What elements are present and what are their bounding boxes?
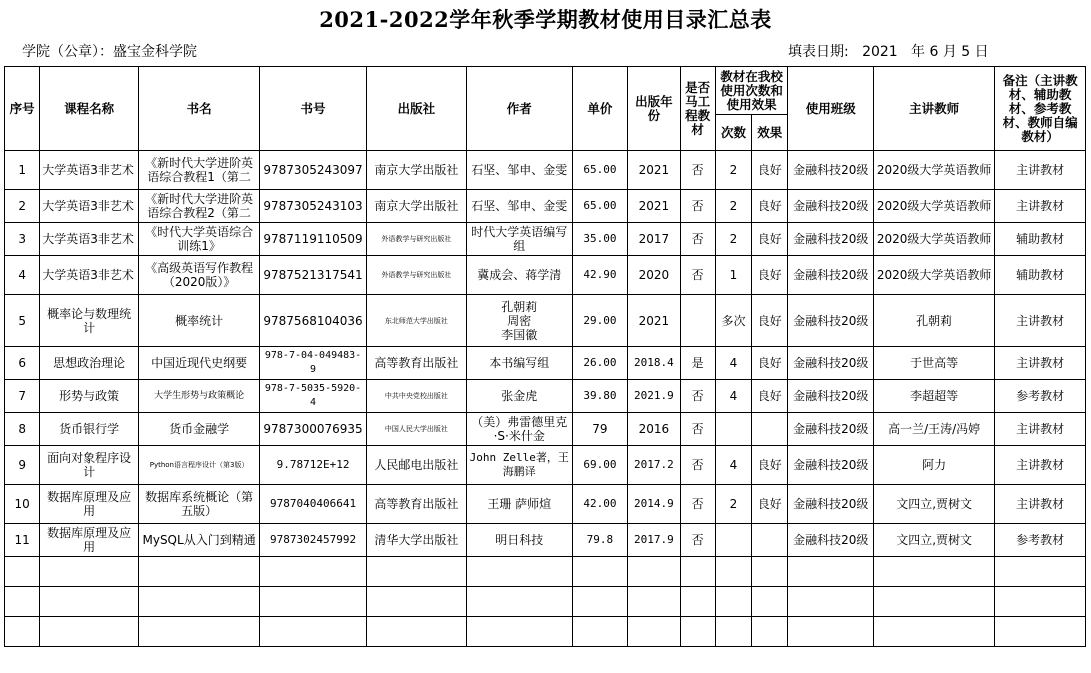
header-course: 课程名称 [40, 67, 139, 151]
cell-course: 面向对象程序设计 [40, 446, 139, 485]
cell-seq: 3 [5, 223, 40, 256]
cell-effect: 良好 [752, 256, 788, 295]
cell-author: （美）弗雷德里克·S·米什金 [466, 413, 572, 446]
cell-seq: 5 [5, 295, 40, 347]
cell-isbn: 978-7-5035-5920-4 [260, 380, 367, 413]
cell-remark: 主讲教材 [995, 347, 1086, 380]
cell-teacher: 李超超等 [874, 380, 995, 413]
cell-seq: 4 [5, 256, 40, 295]
cell-course: 概率论与数理统计 [40, 295, 139, 347]
cell-author: 王珊 萨师煊 [466, 485, 572, 524]
cell-year: 2021.9 [628, 380, 680, 413]
cell-isbn: 9787521317541 [260, 256, 367, 295]
cell-seq: 10 [5, 485, 40, 524]
cell-publisher: 外语教学与研究出版社 [366, 256, 466, 295]
header-publisher: 出版社 [366, 67, 466, 151]
table-header-row [5, 67, 1086, 115]
cell-course: 形势与政策 [40, 380, 139, 413]
cell-teacher: 文四立,贾树文 [874, 485, 995, 524]
cell-marx: 否 [680, 151, 715, 190]
table-row [5, 485, 1086, 524]
cell-book: Python语言程序设计（第3版） [139, 446, 260, 485]
cell-remark: 参考教材 [995, 380, 1086, 413]
cell-course: 大学英语3非艺术 [40, 256, 139, 295]
cell-teacher: 孔朝莉 [874, 295, 995, 347]
cell-author: 石坚、邹申、金雯 [466, 190, 572, 223]
cell-book [139, 151, 260, 190]
table-row [5, 524, 1086, 557]
table-row [5, 223, 1086, 256]
cell-book: 大学生形势与政策概论 [139, 380, 260, 413]
cell-teacher: 2020级大学英语教师 [874, 151, 995, 190]
cell-year: 2020 [628, 256, 680, 295]
cell-class: 金融科技20级 [788, 485, 874, 524]
cell-times [715, 524, 751, 557]
cell-seq: 11 [5, 524, 40, 557]
cell-isbn: 9787302457992 [260, 524, 367, 557]
cell-course: 货币银行学 [40, 413, 139, 446]
cell-price: 65.00 [572, 190, 627, 223]
table-row-empty [5, 617, 1086, 647]
textbook-table [4, 66, 1086, 647]
header-class: 使用班级 [788, 67, 874, 151]
cell-teacher: 2020级大学英语教师 [874, 223, 995, 256]
cell-times: 1 [715, 256, 751, 295]
table-row [5, 446, 1086, 485]
cell-seq: 1 [5, 151, 40, 190]
cell-remark: 辅助教材 [995, 223, 1086, 256]
cell-times: 2 [715, 485, 751, 524]
cell-publisher: 高等教育出版社 [366, 347, 466, 380]
cell-times: 4 [715, 446, 751, 485]
cell-course: 数据库原理及应用 [40, 524, 139, 557]
cell-isbn: 9787300076935 [260, 413, 367, 446]
cell-remark: 辅助教材 [995, 256, 1086, 295]
cell-marx: 否 [680, 446, 715, 485]
cell-course: 大学英语3非艺术 [40, 190, 139, 223]
cell-course: 大学英语3非艺术 [40, 223, 139, 256]
cell-year: 2017 [628, 223, 680, 256]
cell-teacher: 阿力 [874, 446, 995, 485]
cell-course: 数据库原理及应用 [40, 485, 139, 524]
cell-publisher: 东北师范大学出版社 [366, 295, 466, 347]
cell-course: 大学英语3非艺术 [40, 151, 139, 190]
cell-seq: 9 [5, 446, 40, 485]
header-author: 作者 [466, 67, 572, 151]
cell-marx [680, 295, 715, 347]
header-isbn: 书号 [260, 67, 367, 151]
cell-year: 2016 [628, 413, 680, 446]
cell-publisher: 南京大学出版社 [366, 151, 466, 190]
cell-marx: 否 [680, 190, 715, 223]
cell-effect [752, 413, 788, 446]
table-row [5, 347, 1086, 380]
cell-book: 概率统计 [139, 295, 260, 347]
cell-remark: 主讲教材 [995, 151, 1086, 190]
cell-effect: 良好 [752, 485, 788, 524]
cell-remark: 主讲教材 [995, 485, 1086, 524]
cell-book: 《高级英语写作教程（2020版）》 [139, 256, 260, 295]
cell-marx: 否 [680, 223, 715, 256]
cell-effect: 良好 [752, 446, 788, 485]
header-price: 单价 [572, 67, 627, 151]
cell-marx: 否 [680, 380, 715, 413]
cell-marx: 否 [680, 413, 715, 446]
cell-book-text: 《新时代大学进阶英语综合教程2（第二 [145, 192, 254, 220]
cell-seq: 2 [5, 190, 40, 223]
date-label: 填表日期: 2021 年 6 月 5 日 [788, 44, 989, 60]
cell-isbn: 9787305243103 [260, 190, 367, 223]
cell-teacher: 高一兰/王涛/冯婷 [874, 413, 995, 446]
cell-publisher: 外语教学与研究出版社 [366, 223, 466, 256]
cell-book: 货币金融学 [139, 413, 260, 446]
cell-isbn: 9787568104036 [260, 295, 367, 347]
cell-teacher: 文四立,贾树文 [874, 524, 995, 557]
cell-publisher: 高等教育出版社 [366, 485, 466, 524]
cell-author: 石坚、邹申、金雯 [466, 151, 572, 190]
cell-author: 张金虎 [466, 380, 572, 413]
cell-class: 金融科技20级 [788, 524, 874, 557]
header-effect: 效果 [752, 115, 788, 151]
cell-price: 42.90 [572, 256, 627, 295]
cell-publisher: 清华大学出版社 [366, 524, 466, 557]
cell-times: 2 [715, 190, 751, 223]
cell-class: 金融科技20级 [788, 295, 874, 347]
cell-remark: 主讲教材 [995, 190, 1086, 223]
cell-author: 本书编写组 [466, 347, 572, 380]
header-teacher: 主讲教师 [874, 67, 995, 151]
cell-author: 时代大学英语编写组 [466, 223, 572, 256]
cell-publisher: 中国人民大学出版社 [366, 413, 466, 446]
cell-effect: 良好 [752, 295, 788, 347]
cell-author: 明日科技 [466, 524, 572, 557]
cell-year: 2017.9 [628, 524, 680, 557]
cell-price: 42.00 [572, 485, 627, 524]
cell-book: 《时代大学英语综合训练1》 [139, 223, 260, 256]
cell-class: 金融科技20级 [788, 347, 874, 380]
cell-marx: 否 [680, 524, 715, 557]
header-marx: 是否马工程教材 [680, 67, 715, 151]
cell-price: 35.00 [572, 223, 627, 256]
header-book: 书名 [139, 67, 260, 151]
cell-seq: 6 [5, 347, 40, 380]
cell-isbn: 9787305243097 [260, 151, 367, 190]
cell-publisher: 中共中央党校出版社 [366, 380, 466, 413]
cell-remark: 参考教材 [995, 524, 1086, 557]
table-row [5, 413, 1086, 446]
cell-book: 中国近现代史纲要 [139, 347, 260, 380]
cell-price: 65.00 [572, 151, 627, 190]
cell-publisher: 南京大学出版社 [366, 190, 466, 223]
cell-price: 26.00 [572, 347, 627, 380]
cell-class: 金融科技20级 [788, 223, 874, 256]
cell-times [715, 413, 751, 446]
cell-effect: 良好 [752, 380, 788, 413]
cell-price: 29.00 [572, 295, 627, 347]
cell-effect: 良好 [752, 151, 788, 190]
cell-isbn: 978-7-04-049483-9 [260, 347, 367, 380]
cell-effect: 良好 [752, 190, 788, 223]
cell-year: 2018.4 [628, 347, 680, 380]
cell-price: 39.80 [572, 380, 627, 413]
table-row-empty [5, 557, 1086, 587]
cell-times: 2 [715, 151, 751, 190]
cell-book [139, 190, 260, 223]
cell-class: 金融科技20级 [788, 413, 874, 446]
cell-year: 2021 [628, 190, 680, 223]
cell-seq: 7 [5, 380, 40, 413]
header-times: 次数 [715, 115, 751, 151]
cell-effect: 良好 [752, 347, 788, 380]
cell-times: 多次 [715, 295, 751, 347]
cell-class: 金融科技20级 [788, 446, 874, 485]
cell-book-text: 《新时代大学进阶英语综合教程1（第二 [145, 156, 254, 184]
cell-class: 金融科技20级 [788, 151, 874, 190]
header-seq: 序号 [5, 67, 40, 151]
table-row [5, 256, 1086, 295]
cell-class: 金融科技20级 [788, 256, 874, 295]
cell-remark: 主讲教材 [995, 413, 1086, 446]
cell-isbn: 9787119110509 [260, 223, 367, 256]
cell-author: 孔朝莉 周密 李国徽 [466, 295, 572, 347]
cell-author: John Zelle著，王海鹏译 [466, 446, 572, 485]
cell-remark: 主讲教材 [995, 295, 1086, 347]
table-row [5, 190, 1086, 223]
table-row [5, 380, 1086, 413]
table-row [5, 151, 1086, 190]
cell-course: 思想政治理论 [40, 347, 139, 380]
table-row [5, 295, 1086, 347]
cell-class: 金融科技20级 [788, 380, 874, 413]
cell-marx: 否 [680, 256, 715, 295]
cell-book: MySQL从入门到精通 [139, 524, 260, 557]
cell-seq: 8 [5, 413, 40, 446]
cell-year: 2021 [628, 295, 680, 347]
cell-year: 2014.9 [628, 485, 680, 524]
cell-year: 2021 [628, 151, 680, 190]
header-usage-group: 教材在我校使用次数和使用效果 [715, 67, 788, 115]
cell-times: 2 [715, 223, 751, 256]
cell-marx: 是 [680, 347, 715, 380]
cell-price: 79.8 [572, 524, 627, 557]
cell-class: 金融科技20级 [788, 190, 874, 223]
cell-times: 4 [715, 380, 751, 413]
cell-price: 79 [572, 413, 627, 446]
cell-effect [752, 524, 788, 557]
header-remark: 备注（主讲教材、辅助教材、参考教材、教师自编教材） [995, 67, 1086, 151]
cell-effect: 良好 [752, 223, 788, 256]
college-label: 学院（公章）：盛宝金科学院 [22, 44, 197, 60]
header-year: 出版年份 [628, 67, 680, 151]
cell-teacher: 2020级大学英语教师 [874, 190, 995, 223]
cell-publisher: 人民邮电出版社 [366, 446, 466, 485]
cell-marx: 否 [680, 485, 715, 524]
page-title: 2021-2022学年秋季学期教材使用目录汇总表 [319, 7, 772, 32]
cell-times: 4 [715, 347, 751, 380]
cell-remark: 主讲教材 [995, 446, 1086, 485]
table-row-empty [5, 587, 1086, 617]
cell-isbn: 9787040406641 [260, 485, 367, 524]
cell-book: 数据库系统概论（第五版） [139, 485, 260, 524]
cell-isbn: 9.78712E+12 [260, 446, 367, 485]
cell-teacher: 2020级大学英语教师 [874, 256, 995, 295]
table-body [5, 151, 1086, 647]
cell-author: 冀成会、蒋学清 [466, 256, 572, 295]
cell-teacher: 于世高等 [874, 347, 995, 380]
cell-year: 2017.2 [628, 446, 680, 485]
cell-price: 69.00 [572, 446, 627, 485]
